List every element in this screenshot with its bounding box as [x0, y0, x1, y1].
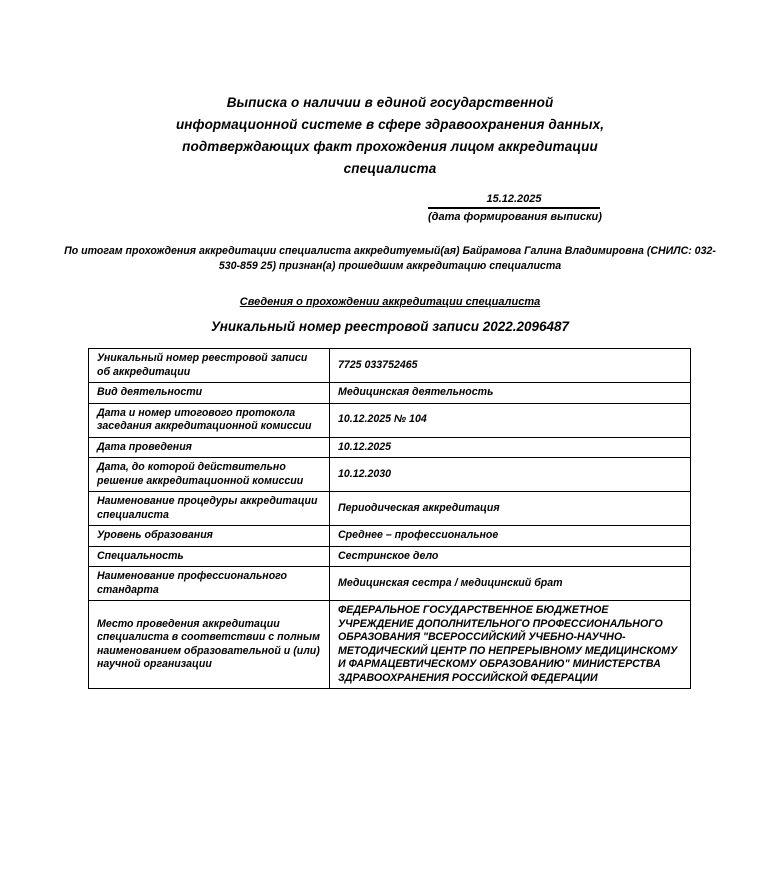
row-value-cell: Среднее – профессиональное: [330, 526, 691, 547]
table-row: [89, 349, 691, 383]
table-row: [89, 403, 691, 437]
row-value-cell: 7725 033752465: [330, 349, 691, 383]
section-title: Сведения о прохождении аккредитации специалиста: [239, 296, 541, 308]
row-value-cell: 10.12.2025: [330, 437, 691, 458]
row-label-cell: Дата проведения: [89, 437, 330, 458]
table-row: [89, 546, 691, 567]
formation-date-value: 15.12.2025: [428, 192, 600, 209]
row-value-cell: ФЕДЕРАЛЬНОЕ ГОСУДАРСТВЕННОЕ БЮДЖЕТНОЕ УЧРЕЖДЕНИЕ ДОПОЛНИТЕЛЬНОГО ПРОФЕССИОНАЛЬНОГО ОБРАЗОВАНИЯ "ВСЕРОССИЙСКИЙ УЧЕБНО-НАУЧНО-МЕТОДИЧЕСКИЙ ЦЕНТР ПО НЕПРЕРЫВНОМУ МЕДИЦИНСКОМУ И ФАРМАЦЕВТИЧЕСКОМУ ОБРАЗОВАНИЮ" МИНИСТЕРСТВА ЗДРАВООХРАНЕНИЯ РОССИЙСКОЙ ФЕДЕРАЦИИ: [330, 601, 691, 689]
accreditation-table-body: [89, 349, 691, 689]
row-value-cell: Сестринское дело: [330, 546, 691, 567]
table-row: [89, 458, 691, 492]
row-label-cell: Наименование профессионального стандарта: [89, 567, 330, 601]
formation-date-block: [428, 192, 600, 224]
row-value-cell: Периодическая аккредитация: [330, 492, 691, 526]
row-value-cell: 10.12.2025 № 104: [330, 403, 691, 437]
row-label-cell: Место проведения аккредитации специалиста в соответствии с полным наименованием образовательной и (или) научной организации: [89, 601, 330, 689]
table-row: [89, 526, 691, 547]
registry-record-number: Уникальный номер реестровой записи 2022.2096487: [210, 319, 570, 334]
document-title: Выписка о наличии в единой государственной информационной системе в сфере здравоохранения данных, подтверждающих факт прохождения лицом аккредитации специалиста: [175, 95, 605, 176]
row-label-cell: Дата и номер итогового протокола заседания аккредитационной комиссии: [89, 403, 330, 437]
table-row: [89, 601, 691, 689]
formation-date-caption: (дата формирования выписки): [428, 211, 602, 223]
row-label-cell: Специальность: [89, 546, 330, 567]
row-value-cell: Медицинская сестра / медицинский брат: [330, 567, 691, 601]
row-label-cell: Наименование процедуры аккредитации специалиста: [89, 492, 330, 526]
row-label-cell: Уровень образования: [89, 526, 330, 547]
row-value-cell: 10.12.2030: [330, 458, 691, 492]
accreditation-summary-paragraph: По итогам прохождения аккредитации специалиста аккредитуемый(ая) Байрамова Галина Владимировна (СНИЛС: 032-530-859 25) признан(а) прошедшим аккредитацию специалиста: [64, 245, 716, 272]
row-label-cell: Дата, до которой действительно решение аккредитационной комиссии: [89, 458, 330, 492]
row-label-cell: Уникальный номер реестровой записи об аккредитации: [89, 349, 330, 383]
table-row: [89, 567, 691, 601]
row-value-cell: Медицинская деятельность: [330, 383, 691, 404]
table-row: [89, 492, 691, 526]
table-row: [89, 383, 691, 404]
accreditation-table: [88, 348, 691, 689]
row-label-cell: Вид деятельности: [89, 383, 330, 404]
table-row: [89, 437, 691, 458]
